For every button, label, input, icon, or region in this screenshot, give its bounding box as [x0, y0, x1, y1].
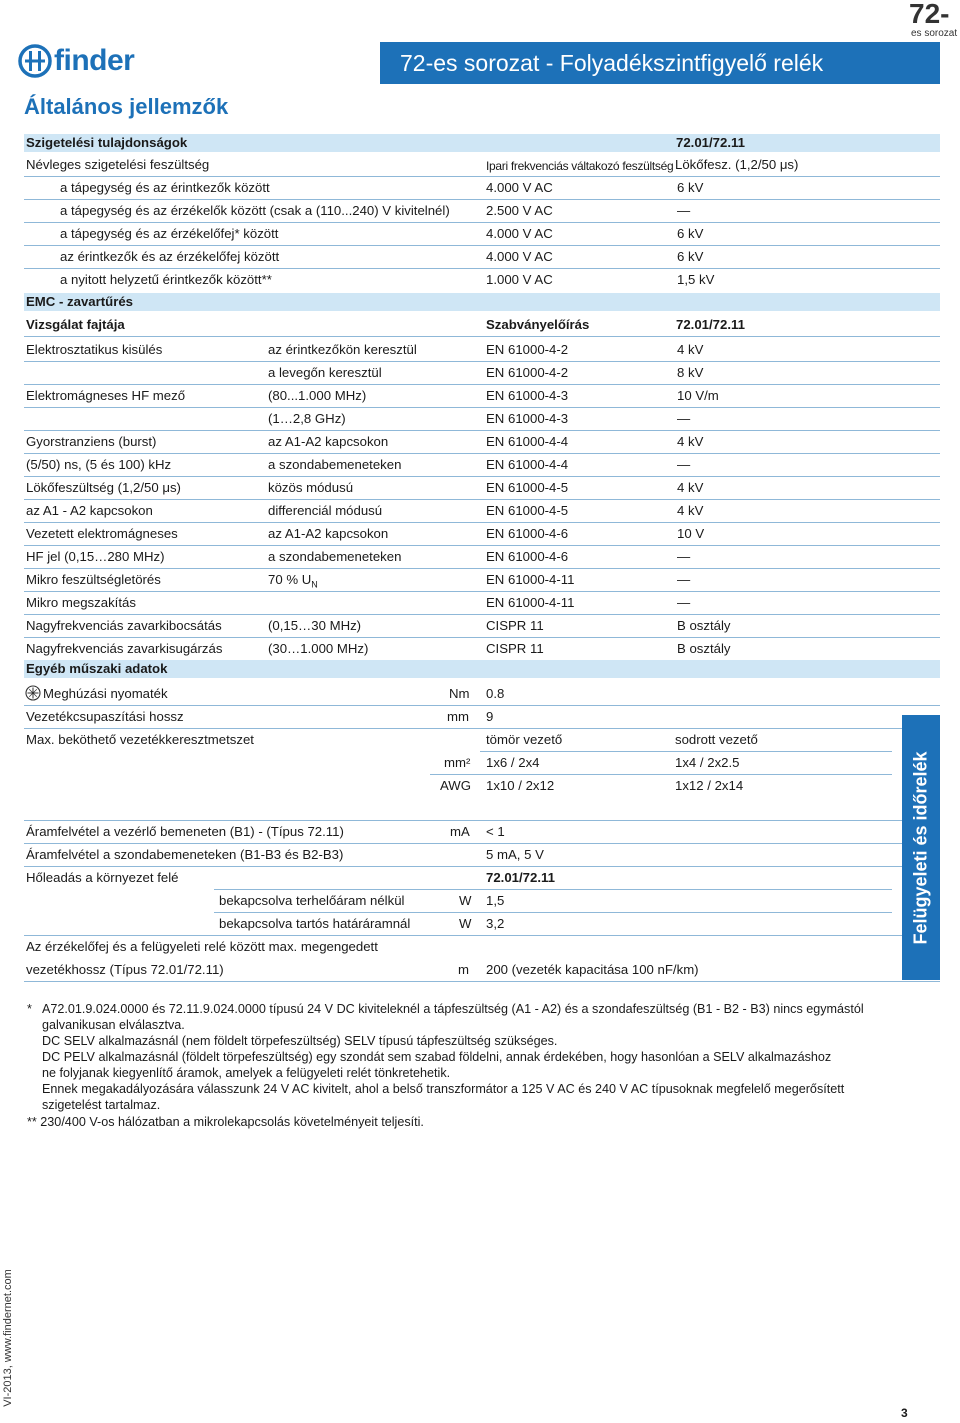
cross-stranded: 1x12 / 2x14: [675, 778, 744, 793]
emc-condition-subscript: N: [311, 579, 318, 590]
divider: [24, 361, 940, 362]
side-tab-label: Felügyeleti és időrelék: [910, 751, 931, 945]
emc-value: 10 V: [677, 526, 705, 541]
logo-text: finder: [54, 44, 135, 77]
col-standard-header: Szabványelőírás: [486, 317, 590, 332]
ins-ac: 2.500 V AC: [486, 203, 553, 218]
emc-heading: EMC - zavartűrés: [26, 294, 134, 309]
emc-test: Elektromágneses HF mező: [26, 388, 186, 403]
emc-value: 4 kV: [677, 503, 704, 518]
control-current-value: < 1: [486, 824, 505, 839]
footnote-line: DC SELV alkalmazásnál (nem földelt törpefeszültség) SELV típusú tápfeszültség szükséges.: [42, 1034, 558, 1048]
ins-label: a nyitott helyzetű érintkezők között**: [60, 272, 272, 287]
divider: [24, 499, 940, 500]
length-unit: m: [458, 962, 469, 977]
emc-value: —: [677, 572, 691, 587]
heat-value: 3,2: [486, 916, 505, 931]
emc-condition: (30…1.000 MHz): [268, 641, 369, 656]
control-current-unit: mA: [450, 824, 470, 839]
divider: [24, 728, 940, 729]
divider: [24, 407, 940, 408]
section-title: Általános jellemzők: [24, 94, 229, 119]
divider: [24, 336, 940, 337]
emc-test: Mikro feszültségletörés: [26, 572, 161, 587]
divider: [24, 453, 940, 454]
divider: [24, 637, 940, 638]
divider: [24, 430, 940, 431]
divider: [24, 522, 940, 523]
divider: [24, 705, 940, 706]
strip-value: 9: [486, 709, 494, 724]
ins-ac: 4.000 V AC: [486, 226, 553, 241]
page-number: 3: [901, 1406, 908, 1420]
length-value: 200 (vezeték kapacitása 100 nF/km): [486, 962, 699, 977]
col-model-header: 72.01/72.11: [676, 317, 745, 332]
emc-condition: [268, 572, 318, 593]
emc-value: 4 kV: [677, 480, 704, 495]
emc-condition: a levegőn keresztül: [268, 365, 382, 380]
footnote-line: A72.01.9.024.0000 és 72.11.9.024.0000 típusú 24 V DC kiviteleknél a tápfeszültség (A1 - A2) és a szondafeszültség (B1 - B2 - B3) nincs egymástól: [42, 1002, 864, 1016]
torque-label: Meghúzási nyomaték: [43, 686, 168, 701]
heat-cond: bekapcsolva tartós határáramnál: [219, 916, 411, 931]
series-label: es sorozat: [911, 28, 958, 39]
ins-label: a tápegység és az érintkezők között: [60, 180, 270, 195]
torque-unit: Nm: [449, 686, 470, 701]
emc-standard: EN 61000-4-11: [486, 572, 575, 587]
ins-ac: 1.000 V AC: [486, 272, 553, 287]
emc-value: B osztály: [677, 618, 731, 633]
emc-value: —: [677, 595, 691, 610]
ins-label: a tápegység és az érzékelők között (csak a (110...240) V kivitelnél): [60, 203, 450, 218]
cross-solid: 1x6 / 2x4: [486, 755, 540, 770]
divider: [214, 912, 892, 913]
footnote-line: Ennek megakadályozására válasszunk 24 V AC kivitelt, ahol a belső transzformátor a 125 V AC és 240 V AC típusoknak megfelelő megerősített: [42, 1082, 845, 1096]
emc-header-band: [24, 293, 940, 311]
insulation-model: 72.01/72.11: [676, 135, 745, 150]
emc-test: Gyorstranziens (burst): [26, 434, 157, 449]
divider: [430, 774, 892, 775]
emc-condition: közös módusú: [268, 480, 354, 495]
divider: [24, 268, 940, 269]
other-heading: Egyéb műszaki adatok: [26, 661, 168, 676]
emc-standard: CISPR 11: [486, 618, 544, 633]
cross-col-stranded: sodrott vezető: [675, 732, 758, 747]
emc-standard: EN 61000-4-11: [486, 595, 575, 610]
heat-value: 1,5: [486, 893, 505, 908]
emc-test: Lökőfeszültség (1,2/50 μs): [26, 480, 181, 495]
emc-value: B osztály: [677, 641, 731, 656]
emc-value: 4 kV: [677, 342, 704, 357]
ins-impulse: 1,5 kV: [677, 272, 715, 287]
length-label-line1: Az érzékelőfej és a felügyeleti relé között max. megengedett: [26, 939, 378, 954]
heat-cond: bekapcsolva terhelőáram nélkül: [219, 893, 405, 908]
cross-solid: 1x10 / 2x12: [486, 778, 555, 793]
divider: [24, 568, 940, 569]
ins-impulse: 6 kV: [677, 180, 704, 195]
emc-test: HF jel (0,15…280 MHz): [26, 549, 165, 564]
cross-stranded: 1x4 / 2x2.5: [675, 755, 740, 770]
insulation-heading: Szigetelési tulajdonságok: [26, 135, 188, 150]
divider: [24, 981, 940, 982]
footnote-line: szigetelést tartalmaz.: [42, 1098, 161, 1112]
emc-value: —: [677, 549, 691, 564]
divider: [24, 476, 940, 477]
control-current-label: Áramfelvétel a vezérlő bemeneten (B1) - (Típus 72.11): [26, 824, 344, 839]
cross-col-solid: tömör vezető: [486, 732, 563, 747]
emc-condition: a szondabemeneteken: [268, 457, 402, 472]
col-impulse-header: Lökőfesz. (1,2/50 μs): [675, 157, 799, 172]
ins-label: az érintkezők és az érzékelőfej között: [60, 249, 280, 264]
divider: [480, 751, 892, 752]
strip-unit: mm: [447, 709, 469, 724]
divider: [24, 866, 940, 867]
emc-condition: (80...1.000 MHz): [268, 388, 367, 403]
strip-label: Vezetékcsupaszítási hossz: [26, 709, 184, 724]
cross-unit: AWG: [440, 778, 472, 793]
emc-test: Nagyfrekvenciás zavarkibocsátás: [26, 618, 222, 633]
emc-test: (5/50) ns, (5 és 100) kHz: [26, 457, 172, 472]
emc-condition: a szondabemeneteken: [268, 549, 402, 564]
footnote-star-mark: *: [27, 1002, 32, 1016]
vertical-url: VI-2013, www.findernet.com: [2, 1269, 14, 1407]
divider: [24, 199, 940, 200]
ins-impulse: —: [677, 203, 691, 218]
ins-ac: 4.000 V AC: [486, 249, 553, 264]
col-ac-header: Ipari frekvenciás váltakozó feszültség: [486, 159, 674, 173]
heat-label: Hőleadás a környezet felé: [26, 870, 179, 885]
emc-condition: (0,15…30 MHz): [268, 618, 362, 633]
torque-icon: [25, 685, 41, 701]
footnote-line: ne folyjanak kiegyenlítő áramok, amelyek a felügyeleti relét tönkretehetik.: [42, 1066, 451, 1080]
length-label-line2: vezetékhossz (Típus 72.01/72.11): [26, 962, 224, 977]
emc-value: —: [677, 457, 691, 472]
divider: [24, 245, 940, 246]
emc-standard: CISPR 11: [486, 641, 544, 656]
divider: [24, 935, 940, 936]
emc-standard: EN 61000-4-5: [486, 503, 569, 518]
footnote-line: DC PELV alkalmazásnál (földelt törpefeszültség) egy szondát sem szabad földelni, annak érdekében, hogy hasonlóan a SELV alkalmazáshoz: [42, 1050, 832, 1064]
emc-value: —: [677, 411, 691, 426]
torque-value: 0.8: [486, 686, 505, 701]
divider: [24, 545, 940, 546]
emc-test: Mikro megszakítás: [26, 595, 136, 610]
emc-condition: differenciál módusú: [268, 503, 383, 518]
divider: [24, 843, 940, 844]
finder-logo-icon: [18, 44, 52, 78]
ins-impulse: 6 kV: [677, 226, 704, 241]
series-number: 72-: [909, 0, 950, 29]
heat-unit: W: [459, 893, 472, 908]
ins-impulse: 6 kV: [677, 249, 704, 264]
emc-test: Elektrosztatikus kisülés: [26, 342, 163, 357]
page-title: 72-es sorozat - Folyadékszintfigyelő relék: [400, 50, 824, 76]
probe-current-value: 5 mA, 5 V: [486, 847, 544, 862]
emc-standard: EN 61000-4-2: [486, 365, 569, 380]
emc-value: 8 kV: [677, 365, 704, 380]
divider: [24, 820, 940, 821]
emc-value: 4 kV: [677, 434, 704, 449]
emc-standard: EN 61000-4-3: [486, 388, 569, 403]
heat-model: 72.01/72.11: [486, 870, 555, 885]
emc-test: Nagyfrekvenciás zavarkisugárzás: [26, 641, 223, 656]
emc-condition-text: 70 % U: [268, 572, 312, 587]
emc-standard: EN 61000-4-6: [486, 526, 569, 541]
col-test-header: Vizsgálat fajtája: [26, 317, 125, 332]
emc-standard: EN 61000-4-4: [486, 434, 569, 449]
emc-standard: EN 61000-4-6: [486, 549, 569, 564]
footnote-double-star: ** 230/400 V-os hálózatban a mikrolekapcsolás követelményeit teljesíti.: [27, 1115, 424, 1129]
divider: [24, 384, 940, 385]
footnote-line: galvanikusan elválasztva.: [42, 1018, 185, 1032]
divider: [24, 176, 940, 177]
emc-test: az A1 - A2 kapcsokon: [26, 503, 153, 518]
probe-current-label: Áramfelvétel a szondabemeneteken (B1-B3 és B2-B3): [26, 847, 344, 862]
emc-standard: EN 61000-4-4: [486, 457, 569, 472]
divider: [24, 222, 940, 223]
emc-condition: (1…2,8 GHz): [268, 411, 346, 426]
cross-unit: mm²: [444, 755, 471, 770]
emc-standard: EN 61000-4-3: [486, 411, 569, 426]
ins-ac: 4.000 V AC: [486, 180, 553, 195]
cross-label: Max. beköthető vezetékkeresztmetszet: [26, 732, 254, 747]
emc-condition: az A1-A2 kapcsokon: [268, 526, 389, 541]
divider: [24, 614, 940, 615]
nominal-label: Névleges szigetelési feszültség: [26, 157, 210, 172]
emc-standard: EN 61000-4-5: [486, 480, 569, 495]
emc-test: Vezetett elektromágneses: [26, 526, 178, 541]
emc-condition: az érintkezőkön keresztül: [268, 342, 417, 357]
ins-label: a tápegység és az érzékelőfej* között: [60, 226, 279, 241]
divider: [24, 591, 940, 592]
emc-value: 10 V/m: [677, 388, 719, 403]
heat-unit: W: [459, 916, 472, 931]
emc-standard: EN 61000-4-2: [486, 342, 569, 357]
emc-condition: az A1-A2 kapcsokon: [268, 434, 389, 449]
divider: [214, 889, 892, 890]
